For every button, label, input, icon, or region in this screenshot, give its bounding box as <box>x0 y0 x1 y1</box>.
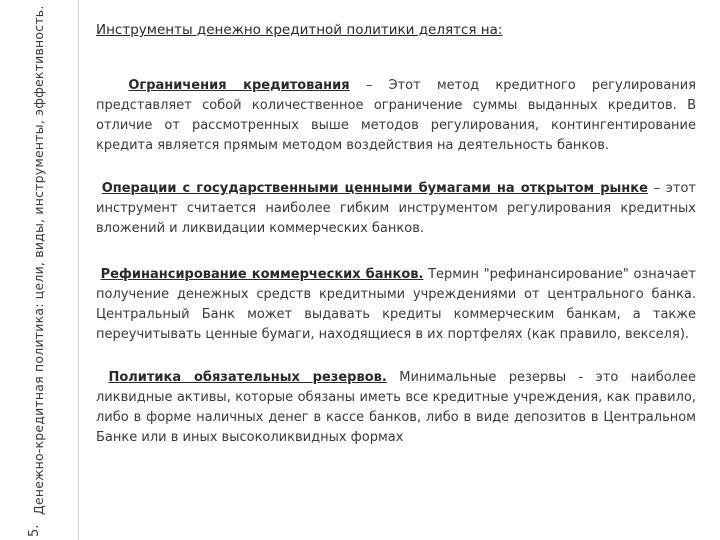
instrument-term: Ограничения кредитования <box>128 78 350 93</box>
instrument-text: Минимальные резервы - это наиболее ликвидные активы, которые обязаны иметь все кредитные учреждения, как правило, либо в форме наличных денег в кассе банков, либо в виде депозитов в Центральном Банке или в иных высоколиквидных формах <box>96 370 696 445</box>
sidebar-divider <box>78 0 79 540</box>
instrument-paragraph <box>96 265 696 345</box>
slide-number: 5. <box>27 524 42 537</box>
instrument-term: Политика обязательных резервов. <box>108 370 387 385</box>
instrument-paragraph <box>96 76 696 156</box>
instrument-term: Рефинансирование коммерческих банков. <box>100 267 424 282</box>
side-title: Денежно-кредитная политика: цели, виды, инструменты, эффективность. <box>31 5 46 515</box>
sidebar <box>0 0 80 540</box>
instrument-term: Операции с государственными ценными бумагами на открытом рынке <box>101 181 648 196</box>
instrument-text: – этот инструмент считается наиболее гибким инструментом регулирования кредитных вложений и ликвидации коммерческих банков. <box>96 181 697 236</box>
instrument-paragraph <box>96 179 696 239</box>
instrument-text: – Этот метод кредитного регулирования представляет собой количественное ограничение суммы выданных кредитов. В отличие от рассмотренных выше методов регулирования, контингентирование кредита является прямым методом воздействия на деятельность банков. <box>96 78 697 153</box>
slide-content <box>96 20 696 465</box>
slide-heading: Инструменты денежно кредитной политики делятся на: <box>96 22 503 38</box>
instrument-paragraph <box>96 368 696 448</box>
instrument-text: Термин "рефинансирование" означает получение денежных средств кредитными учреждениями от центрального банка. Центральный Банк может выдавать кредиты коммерческим банкам, а также переучитывать ценные бумаги, находящиеся в их портфелях (как правило, векселя). <box>96 267 696 342</box>
